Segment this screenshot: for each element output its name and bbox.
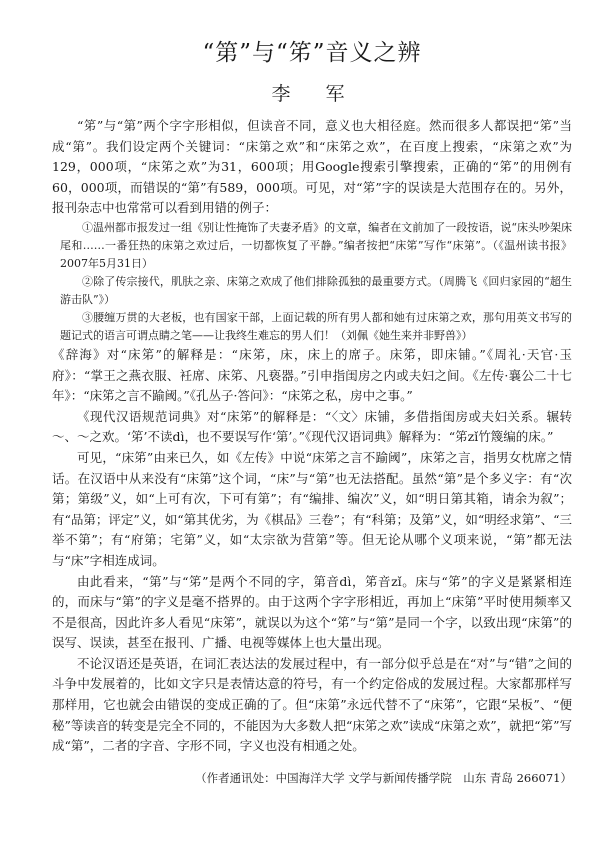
example-quote-1: ①温州都市报发过一组《别让性掩饰了夫妻矛盾》的文章，编者在文前加了一段按语，说“床头吵架床尾和……一番狂热的床第之欢过后，一切都恢复了平静。”编者按把“床笫”写作“床第”。（《温州读书报》2007年5月31日） [60,220,572,270]
example-quote-2: ②除了传宗接代，肌肤之亲、床第之欢成了他们排除孤独的最重要方式。（周腾飞《回归家园的“超生游击队”》） [60,274,572,306]
article-title: “第”与“笫”音义之辨 [202,40,422,66]
paragraph-analysis: 可见，“床笫”由来已久，如《左传》中说“床笫之言不踰阈”，床笫之言，指男女枕席之情话。在汉语中从来没有“床第”这个词，“床”与“第”也无法搭配。虽然“第”是个多义字：有“次第；第级”义，如“上可有次，下可有第”；有“编排、编次”义，如“明日第其箱，请余为叙”；有“品第；评定”义，如“第其优劣，为《棋品》三卷”；有“科第；及第”义，如“明经求第”、“三举不第”；有“府第；宅第”义，如“太宗欲为营第”等。但无论从哪个义项来说，“第”都无法与“床”字相连成词。 [52,449,573,568]
example-quote-3: ③腰缠万贯的大老板，也有国家干部，上面记载的所有男人都和她有过床第之欢，那句用英文书写的题记式的语言可谓点睛之笔——让我终生难忘的男人们！（刘佩《她生来并非野兽》） [60,310,572,342]
article [52,38,572,787]
paragraph-dictionary: 《现代汉语规范词典》对“床笫”的解释是：“〈文〉床铺，多借指闺房或夫妇关系。辗转～、～之欢。‘笫’不读dì，也不要误写作‘第’。”《现代汉语词典》解释为：“笫zǐ竹篾编的床。” [52,408,572,445]
paragraph-conclusion: 由此看来，“第”与“笫”是两个不同的字，第音dì，笫音zǐ。床与“笫”的字义是紧紧相连的，而床与“第”的字义是毫不搭界的。由于这两个字字形相近，再加上“床第”平时使用频率又不是很高，因此许多人看见“床笫”，就误以为这个“笫”与“第”是同一个字，以致出现“床第”的误写、误读，甚至在报刊、广播、电视等媒体上也大量出现。 [52,573,572,651]
paragraph-cihai: 《辞海》对“床笫”的解释是：“床笫，床，床上的席子。床笫，即床铺。”《周礼·天官·玉府》：“掌王之燕衣服、衽席、床笫、凡亵器。”引申指闺房之内或夫妇之间。《左传·襄公二十七年》：“床笫之言不踰阈。”《孔丛子·答问》：“床笫之私，房中之事。” [52,346,572,404]
author-affiliation: （作者通讯处：中国海洋大学 文学与新闻传播学院 山东 青岛 266071） [195,770,572,785]
author-name: 李 军 [271,83,353,105]
paragraph-closing: 不论汉语还是英语，在词汇表达法的发展过程中，有一部分似乎总是在“对”与“错”之间的斗争中发展着的，比如文字只是表情达意的符号，有一个约定俗成的发展过程。大家都那样写那样用，它也就会由错误的变成正确的了。但“床第”永远代替不了“床笫”，它跟“呆板”、“便秘”等读音的转变是完全不同的，不能因为大多数人把“床笫之欢”读成“床第之欢”，就把“笫”写成“第”，二者的字音、字形不同，字义也没有相通之处。 [52,655,572,754]
paragraph-intro: “笫”与“第”两个字字形相似，但读音不同，意义也大相径庭。然而很多人都误把“笫”当成“第”。我们设定两个关键词：“床第之欢”和“床笫之欢”，在百度上搜索，“床第之欢”为129，000项，“床笫之欢”为31，600项；用Google搜索引擎搜索，正确的“笫”的用例有60，000项，而错误的“第”有589，000项。可见，对“笫”字的误读是大范围存在的。另外，报刊杂志中也常常可以看到用错的例子： [52,118,572,216]
